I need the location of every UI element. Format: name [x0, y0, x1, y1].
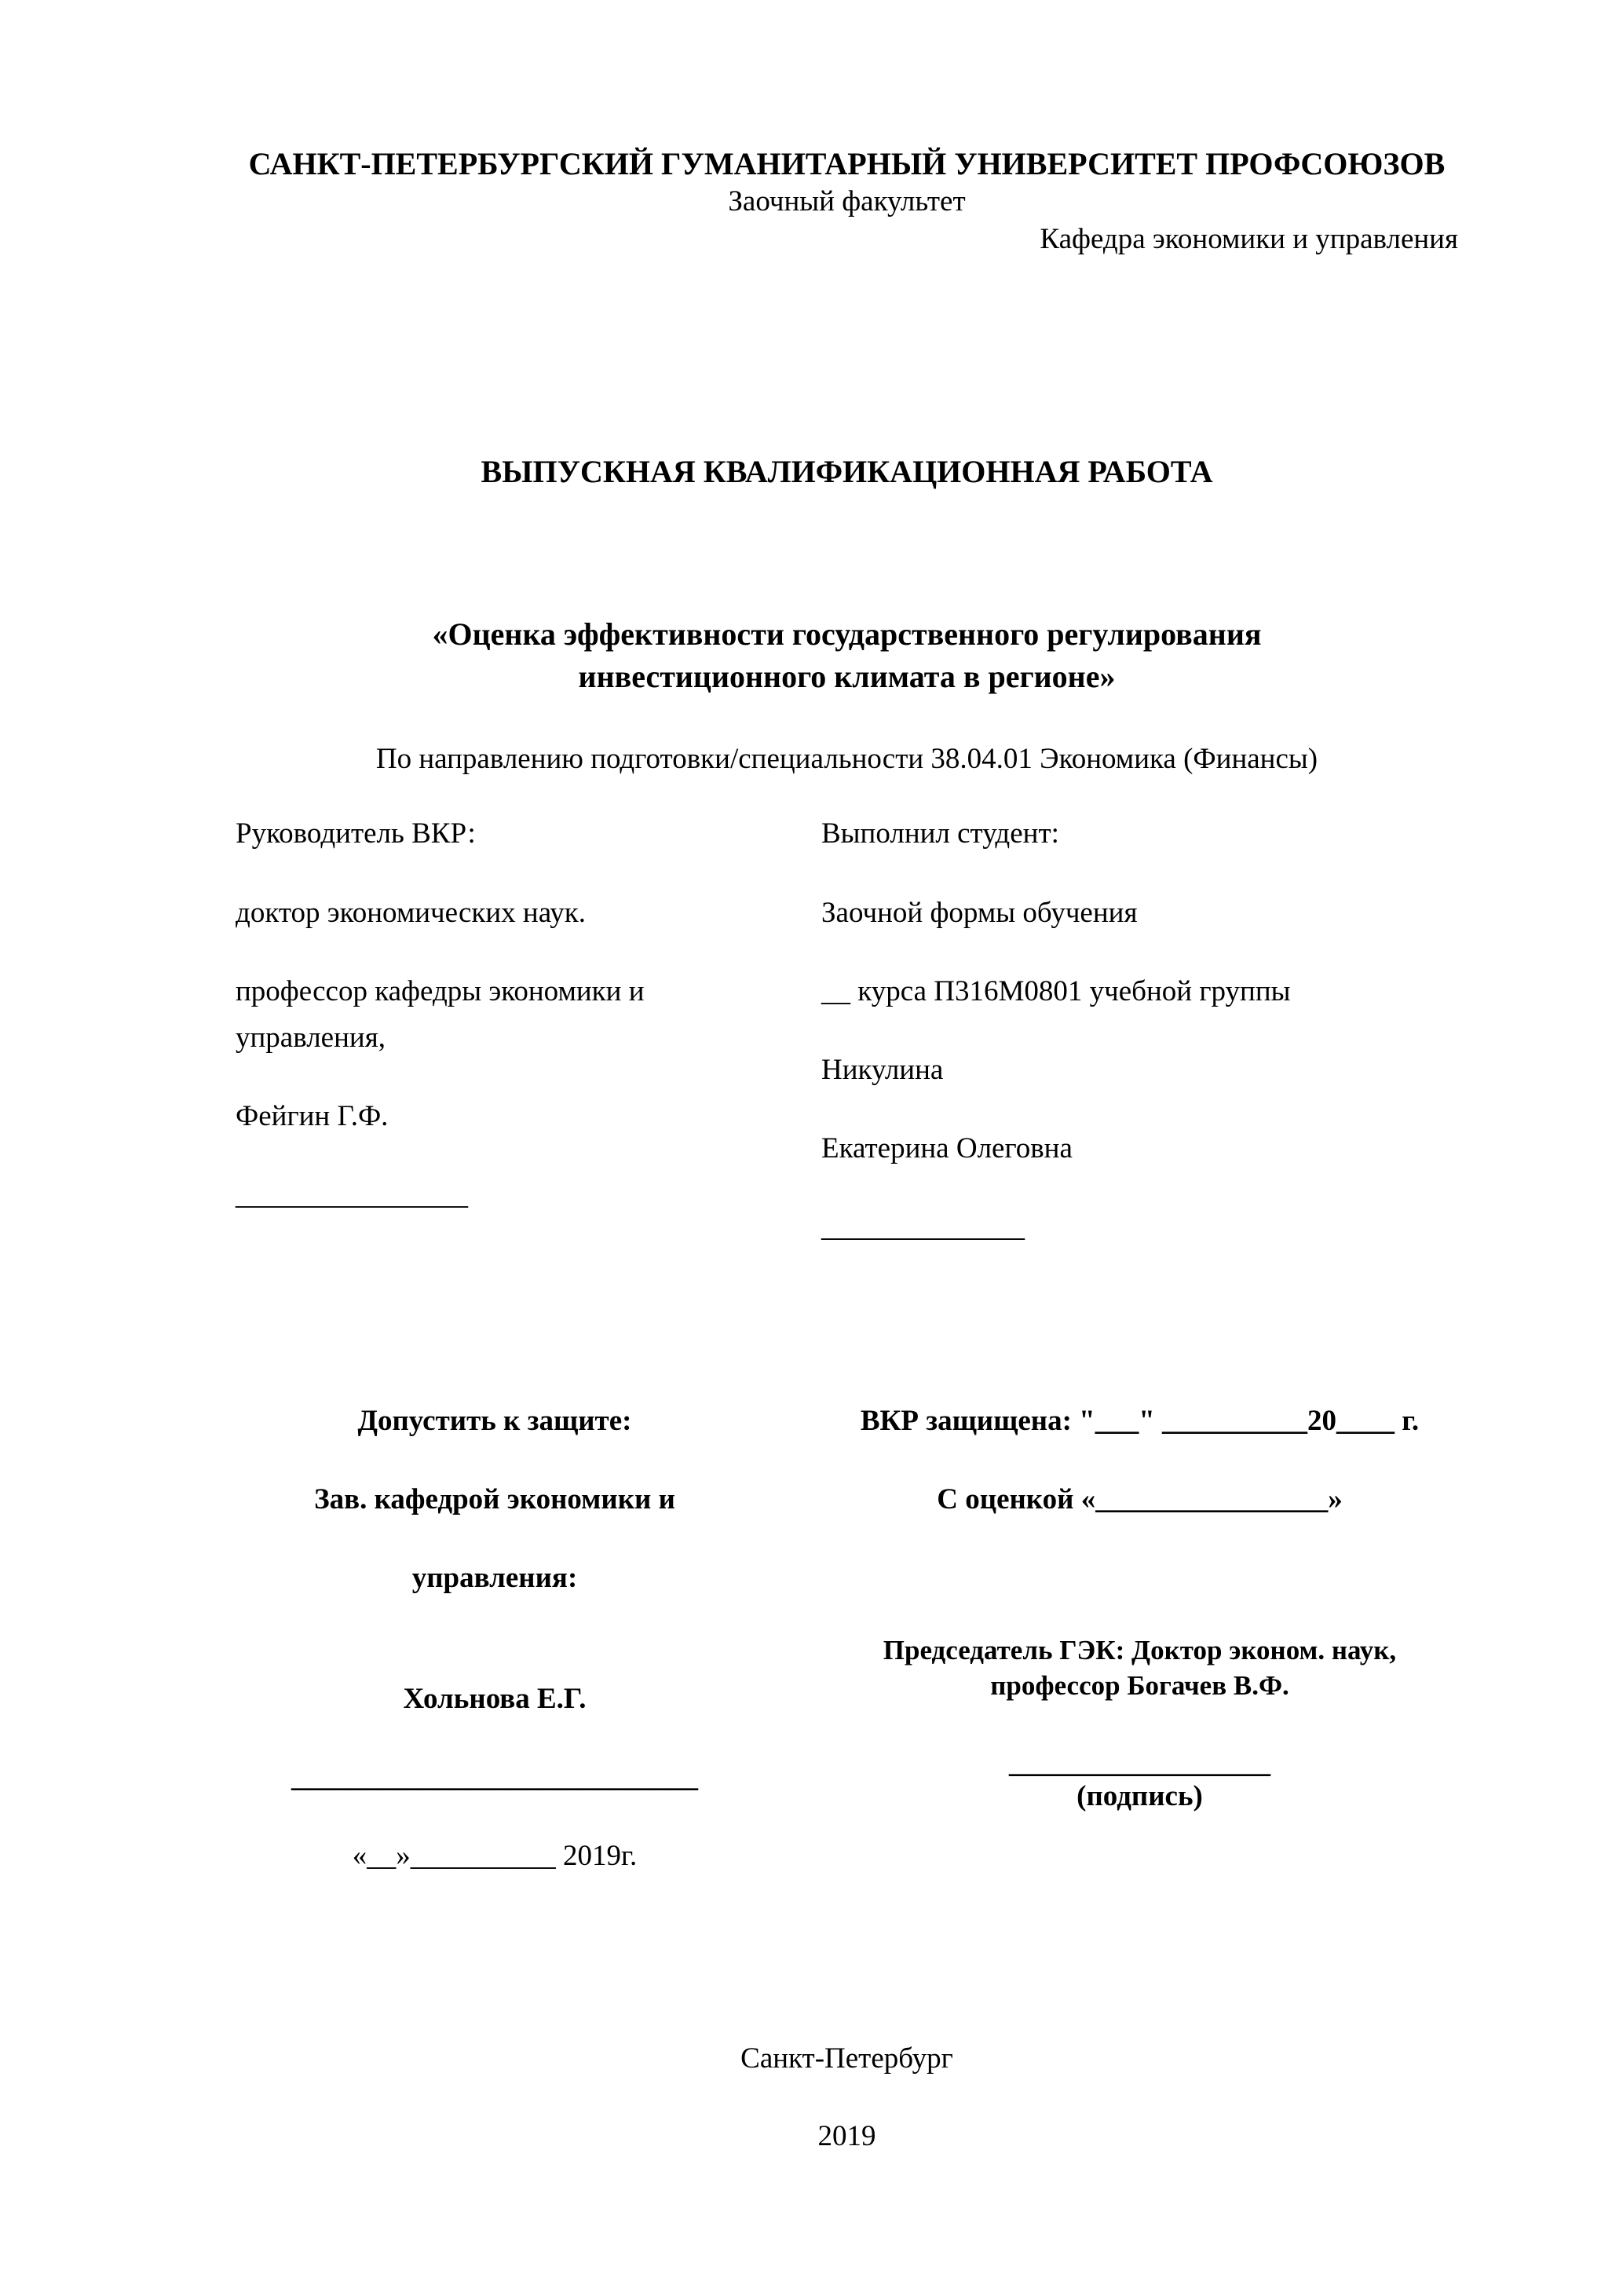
thesis-title-line1: «Оценка эффективности государственного регулирования — [432, 616, 1262, 653]
department-name: Кафедра экономики и управления — [1040, 223, 1458, 256]
chairman-line1: Председатель ГЭК: Доктор эконом. наук, — [883, 1634, 1397, 1665]
faculty-name: Заочный факультет — [728, 185, 966, 218]
university-name: САНКТ-ПЕТЕРБУРГСКИЙ ГУМАНИТАРНЫЙ УНИВЕРСИТЕТ ПРОФСОЮЗОВ — [248, 146, 1446, 181]
department-head-name: Хольнова Е.Г. — [403, 1683, 587, 1716]
admission-block — [236, 1398, 754, 1912]
student-surname: Никулина — [821, 1053, 944, 1086]
specialty-line: По направлению подготовки/специальности 38.04.01 Экономика (Финансы) — [375, 743, 1318, 776]
student-signature-line: ______________ — [821, 1211, 1025, 1244]
footer — [236, 2035, 1458, 2159]
defense-grade-line: С оценкой «________________» — [937, 1483, 1343, 1515]
defense-defended-line: ВКР защищена: "___" __________20____ г. — [860, 1404, 1420, 1437]
thesis-title-line2: инвестиционного климата в регионе» — [578, 659, 1116, 695]
supervisor-name: Фейгин Г.Ф. — [236, 1100, 389, 1133]
student-given-name: Екатерина Олеговна — [821, 1132, 1073, 1165]
supervisor-signature-line: ________________ — [236, 1179, 468, 1212]
student-study-form: Заочной формы обучения — [821, 896, 1138, 929]
supervisor-position: профессор кафедры экономики и управления, — [236, 974, 645, 1054]
supervisor-degree: доктор экономических наук. — [236, 896, 587, 929]
chairman-line2: профессор Богачев В.Ф. — [990, 1670, 1289, 1702]
supervisor-label: Руководитель ВКР: — [236, 817, 476, 850]
student-block — [821, 810, 1458, 1282]
supervisor-block — [236, 810, 754, 1282]
thesis-title — [236, 613, 1458, 698]
work-type-heading: ВЫПУСКНАЯ КВАЛИФИКАЦИОННАЯ РАБОТА — [481, 454, 1213, 490]
admission-heading-line1: Допустить к защите: — [357, 1404, 632, 1437]
admission-date-line: «__»__________ 2019г. — [352, 1840, 638, 1873]
approval-columns — [236, 1398, 1458, 1912]
student-label: Выполнил студент: — [821, 817, 1059, 850]
chairman-signature-caption: (подпись) — [1077, 1780, 1203, 1813]
admission-heading-line3: управления: — [411, 1561, 578, 1594]
letterhead — [236, 145, 1458, 258]
footer-city: Санкт-Петербург — [740, 2042, 953, 2075]
admission-heading-line2: Зав. кафедрой экономики и — [314, 1483, 675, 1515]
people-columns — [236, 810, 1458, 1282]
chairman-block — [821, 1632, 1458, 1704]
footer-year: 2019 — [817, 2120, 876, 2153]
defense-block — [821, 1398, 1458, 1912]
chairman-signature-line: __________________ — [1009, 1746, 1270, 1779]
admission-signature-line: ____________________________ — [291, 1761, 698, 1794]
student-group: __ курса П316М0801 учебной группы — [821, 974, 1291, 1007]
